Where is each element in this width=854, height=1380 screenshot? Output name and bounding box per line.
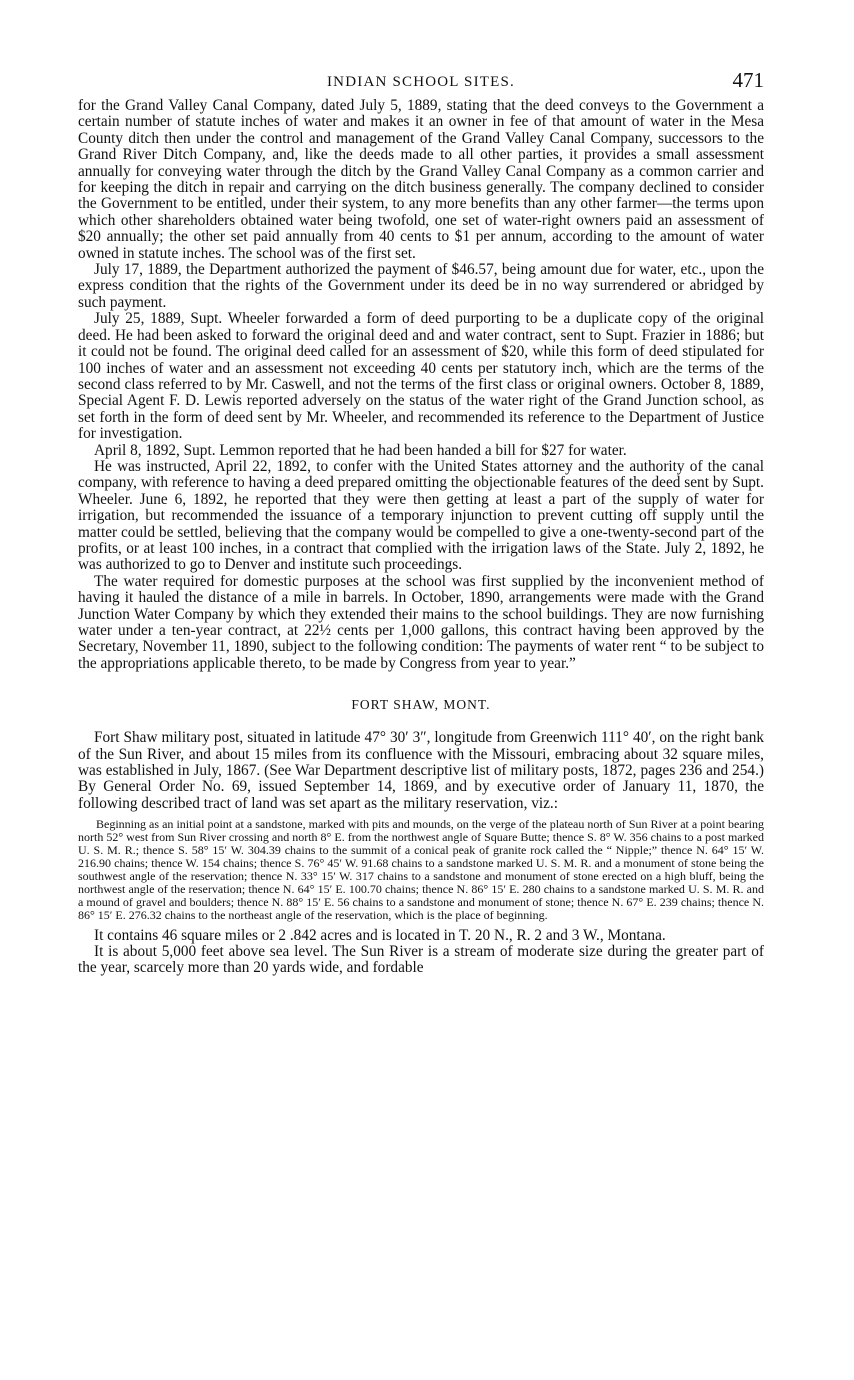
paragraph: It is about 5,000 feet above sea level. The Sun River is a stream of moderate size during the greater part of the year, scarcely more than 20 yards wide, and fordable [78,942,764,977]
page-number: 471 [732,68,764,92]
paragraph: April 8, 1892, Supt. Lemmon reported that he had been handed a bill for $27 for water. [94,441,627,459]
paragraph: Fort Shaw military post, situated in latitude 47° 30′ 3″, longitude from Greenwich 111° 40′, on the right bank of the Sun River, and about 15 miles from its confluence with the Missouri, embracing about 32 square miles, was established in July, 1867. (See War Department descriptive list of military posts, 1872, pages 236 and 254.) By General Order No. 69, issued September 14, 1869, and by executive order of January 11, 1870, the following described tract of land was set apart as the military reservation, viz.: [78,729,764,812]
running-title: INDIAN SCHOOL SITES. [326,74,516,90]
boundary-paragraph: Beginning as an initial point at a sandstone, marked with pits and mounds, on the verge of the plateau north of Sun River at a point bearing north 52° west from Sun River crossing and north 8° E. from the northwest angle of Square Butte; thence S. 8° W. 356 chains to a post marked U. S. M. R.; thence S. 58° 15′ W. 304.39 chains to the summit of a conical peak of granite rock called the “ Nipple;” thence N. 64° 15′ W. 216.90 chains; thence W. 154 chains; thence S. 76° 45′ W. 91.68 chains to a sandstone marked U. S. M. R. and a monument of stone being the southwest angle of the reservation; thence N. 33° 15′ W. 317 chains to a sandstone and monument of stone erected on a high bluff, being the northwest angle of the reservation; thence N. 64° 15′ E. 100.70 chains; thence N. 86° 15′ E. 280 chains to a sandstone marked U. S. M. R. and a mound of gravel and boulders; thence N. 88° 15′ E. 56 chains to a sandstone and monument of stone; thence N. 67° E. 239 chains; thence N. 86° 15′ E. 276.32 chains to the northeast angle of the reservation, which is the place of beginning. [78,817,764,922]
document-page [78,68,764,977]
paragraph: July 25, 1889, Supt. Wheeler forwarded a form of deed purporting to be a duplicate copy of the original deed. He had been asked to forward the original deed and and water contract, sent to Supt. Frazier in 1886; but it could not be found. The original deed called for an assessment of $20, while this form of deed stipulated for 100 inches of water and an assessment not exceeding 40 cents per statutory inch, which are the terms of the second class referred to by Mr. Caswell, and not the terms of the first class or original owners. October 8, 1889, Special Agent F. D. Lewis reported adversely on the status of the water right of the Grand Junction school, as set forth in the form of deed sent by Mr. Wheeler, and recommended its reference to the Department of Justice for investigation. [78,310,764,443]
body-text-top [78,98,764,672]
paragraph: It contains 46 square miles or 2 .842 acres and is located in T. 20 N., R. 2 and 3 W., Montana. [94,926,666,944]
paragraph: The water required for domestic purposes at the school was first supplied by the inconvenient method of having it hauled the distance of a mile in barrels. In October, 1890, arrangements were made with the Grand Junction Water Company by which they extended their mains to the school buildings. They are now furnishing water under a ten-year contract, at 22½ cents per 1,000 gallons, this contract having been approved by the Secretary, November 11, 1890, subject to the following condition: The payments of water rent “ to be subject to the appropriations applicable thereto, to be made by Congress from year to year.” [78,572,764,672]
body-text-bottom [78,928,764,977]
page-header [78,68,764,98]
paragraph: for the Grand Valley Canal Company, dated July 5, 1889, stating that the deed conveys to the Government a certain number of statute inches of water and makes it an owner in fee of that amount of water in the Mesa County ditch then under the control and management of the Grand Valley Canal Company, successors to the Grand River Ditch Company, and, like the deeds made to all other parties, it provides a small assessment annually for conveying water through the ditch by the Grand Valley Canal Company as a common carrier and for keeping the ditch in repair and carrying on the ditch business generally. The company declined to consider the Government to be entitled, under their system, to any more benefits than any other farmer—the terms upon which other shareholders obtained water being twofold, one set of water-right owners paid an assessment of $20 annually; the other set paid annually from 40 cents to $1 per annum, according to the amount of water owned in statute inches. The school was of the first set. [78,97,764,262]
boundary-description [78,818,764,921]
body-text-fort-shaw [78,730,764,812]
paragraph: July 17, 1889, the Department authorized the payment of $46.57, being amount due for water, etc., upon the express condition that the rights of the Government under its deed be in no way surrendered or abridged by such payment. [78,261,764,311]
paragraph: He was instructed, April 22, 1892, to confer with the United States attorney and the authority of the canal company, with reference to having a deed prepared omitting the objectionable features of the deed sent by Supt. Wheeler. June 6, 1892, he reported that they were then getting at least a part of the supply of water for irrigation, but recommended the issuance of a temporary injunction to prevent cutting off supply until the matter could be settled, believing that the company would be compelled to give a one-twenty-second part of the profits, or at least 100 inches, in a contract that complied with the irrigation laws of the State. July 2, 1892, he was authorized to go to Denver and institute such proceedings. [78,457,764,574]
section-heading: FORT SHAW, MONT. [351,697,491,713]
